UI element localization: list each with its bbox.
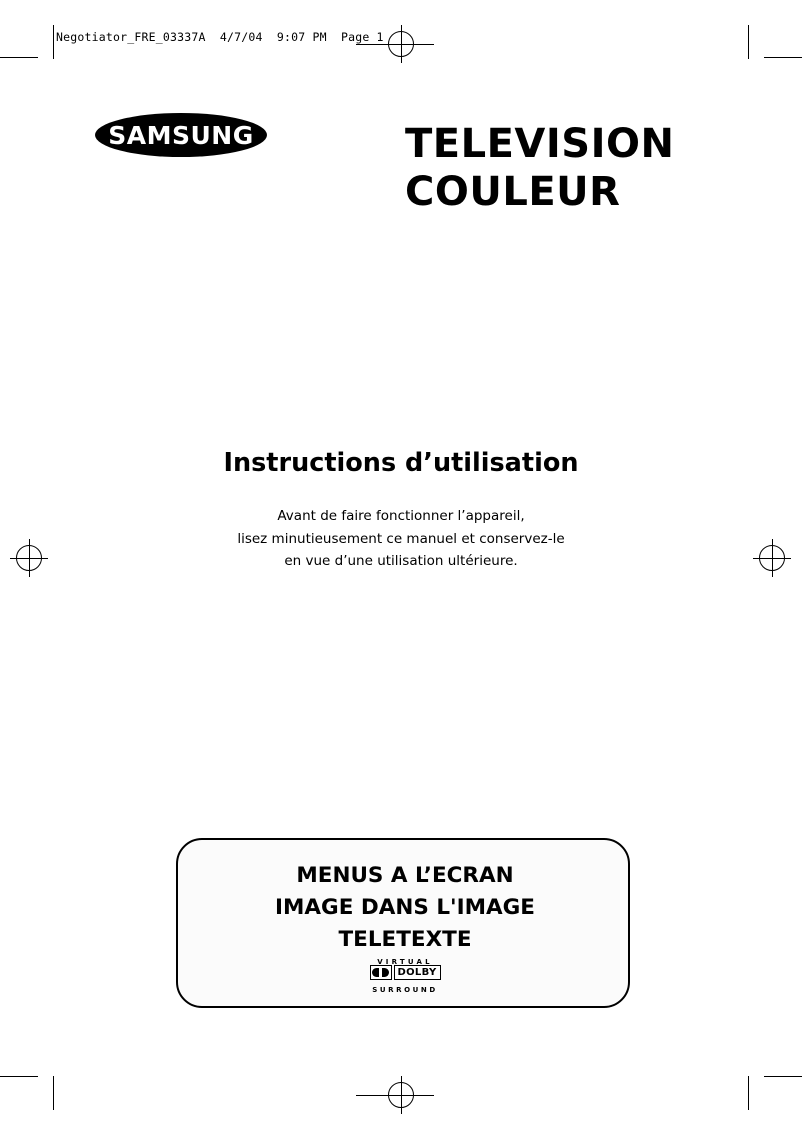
dolby-wordmark: DOLBY xyxy=(394,965,441,980)
feature-line-1: MENUS A L’ECRAN xyxy=(296,863,514,888)
crop-mark-bottom-left xyxy=(0,1076,38,1077)
print-slug-text: Negotiator_FRE_03337A 4/7/04 9:07 PM Page 1 xyxy=(56,30,384,44)
page-title-line-1: TELEVISION xyxy=(405,121,675,167)
crop-mark-bottom-right xyxy=(764,1076,802,1077)
crop-mark-bottom-left-vertical xyxy=(53,1076,54,1110)
samsung-logo xyxy=(95,113,267,157)
page-title-line-2: COULEUR xyxy=(405,169,621,215)
manual-notice xyxy=(0,505,802,573)
feature-list xyxy=(178,860,632,956)
dolby-virtual-surround-logo xyxy=(178,958,632,994)
crop-mark-top-left-vertical xyxy=(53,25,54,59)
feature-callout-box xyxy=(176,838,630,1008)
manual-subtitle: Instructions d’utilisation xyxy=(223,448,579,478)
dolby-virtual-label: VIRTUAL xyxy=(377,958,433,964)
feature-line-3: TELETEXTE xyxy=(338,927,472,952)
crop-mark-bottom-right-vertical xyxy=(748,1076,749,1110)
dolby-logo-row xyxy=(370,965,441,980)
page-title xyxy=(405,120,674,216)
crop-mark-top-right xyxy=(764,57,802,58)
feature-line-2: IMAGE DANS L'IMAGE xyxy=(275,895,535,920)
double-d-icon xyxy=(370,965,392,980)
manual-notice-line-1: Avant de faire fonctionner l’appareil, xyxy=(277,508,525,524)
manual-notice-line-2: lisez minutieusement ce manuel et conservez-le xyxy=(237,530,565,547)
crop-mark-top-right-vertical xyxy=(748,25,749,59)
registration-mark-top xyxy=(388,31,414,57)
manual-notice-line-3: en vue d’une utilisation ultérieure. xyxy=(284,553,518,569)
dolby-surround-label: SURROUND xyxy=(372,986,438,994)
registration-mark-bottom xyxy=(388,1082,414,1108)
samsung-logo-label: SAMSUNG xyxy=(108,121,254,150)
crop-mark-top-left xyxy=(0,57,38,58)
